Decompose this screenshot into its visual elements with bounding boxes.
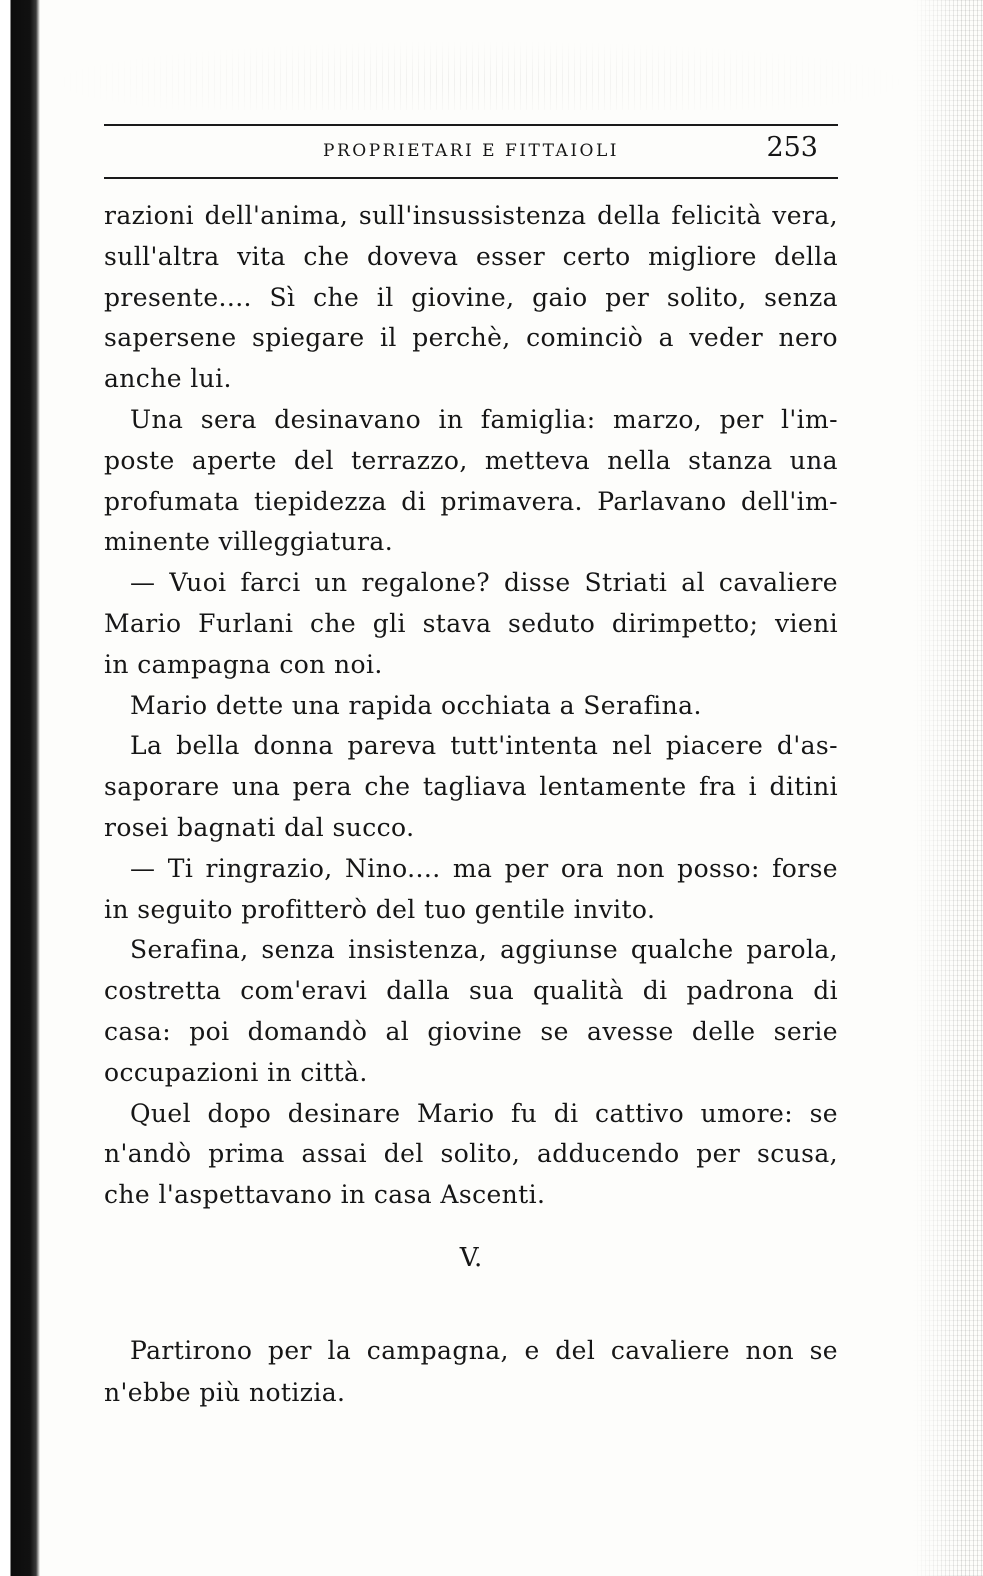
text-line: occupazioni in città. [104,1057,368,1087]
text-line: in seguito profitterò del tuo gentile invito. [104,894,656,924]
text-line: profumata tiepidezza di primavera. Parlavano dell'im- [104,486,838,516]
text-line: minente villeggiatura. [104,527,394,557]
text-line: sull'altra vita che doveva esser certo migliore della [104,241,838,271]
scan-noise-right [913,0,983,1576]
text-line: presente.... Sì che il giovine, gaio per solito, senza [104,282,838,312]
text-line: n'ebbe più notizia. [104,1378,346,1407]
text-line: Una sera desinavano in famiglia: marzo, per l'im- [130,404,838,434]
scan-binding-edge [0,0,40,1576]
text-line: saporare una pera che tagliava lentamente fra i ditini [104,772,838,802]
text-line: razioni dell'anima, sull'insussistenza della felicità vera, [104,201,838,230]
text-line: Quel dopo desinare Mario fu di cattivo umore: se [130,1098,838,1128]
text-line: poste aperte del terrazzo, metteva nella stanza una [104,445,838,475]
text-line: n'andò prima assai del solito, adducendo per scusa, [104,1139,838,1169]
text-line: in campagna con noi. [104,649,383,679]
text-line: casa: poi domandò al giovine se avesse delle serie [104,1016,838,1046]
text-line: anche lui. [104,364,232,394]
text-line: Mario dette una rapida occhiata a Serafina. [130,690,702,720]
section-heading: V. [459,1243,483,1273]
scan-noise-top [40,40,920,110]
text-line: rosei bagnati dal succo. [104,812,415,842]
text-line: sapersene spiegare il perchè, cominciò a veder nero [104,323,838,353]
text-line: — Vuoi farci un regalone? disse Striati al cavaliere [130,568,838,598]
header-rule-top [104,124,838,126]
running-head [104,131,838,171]
running-title: PROPRIETARI E FITTAIOLI [323,141,619,161]
text-line: — Ti ringrazio, Nino.... ma per ora non posso: forse [130,853,838,883]
text-line: Mario Furlani che gli stava seduto dirimpetto; vieni [104,608,838,638]
text-line: costretta com'eravi dalla sua qualità di padrona di [104,976,838,1006]
text-line: La bella donna pareva tutt'intenta nel piacere d'as- [130,731,838,761]
body-text [104,196,838,1216]
section-text [104,1330,838,1414]
text-line: Serafina, senza insistenza, aggiunse qualche parola, [130,935,838,965]
header-rule-bottom [104,177,838,179]
text-line: Partirono per la campagna, e del cavaliere non se [130,1336,838,1365]
text-line: che l'aspettavano in casa Ascenti. [104,1180,546,1210]
page-number: 253 [766,132,818,163]
